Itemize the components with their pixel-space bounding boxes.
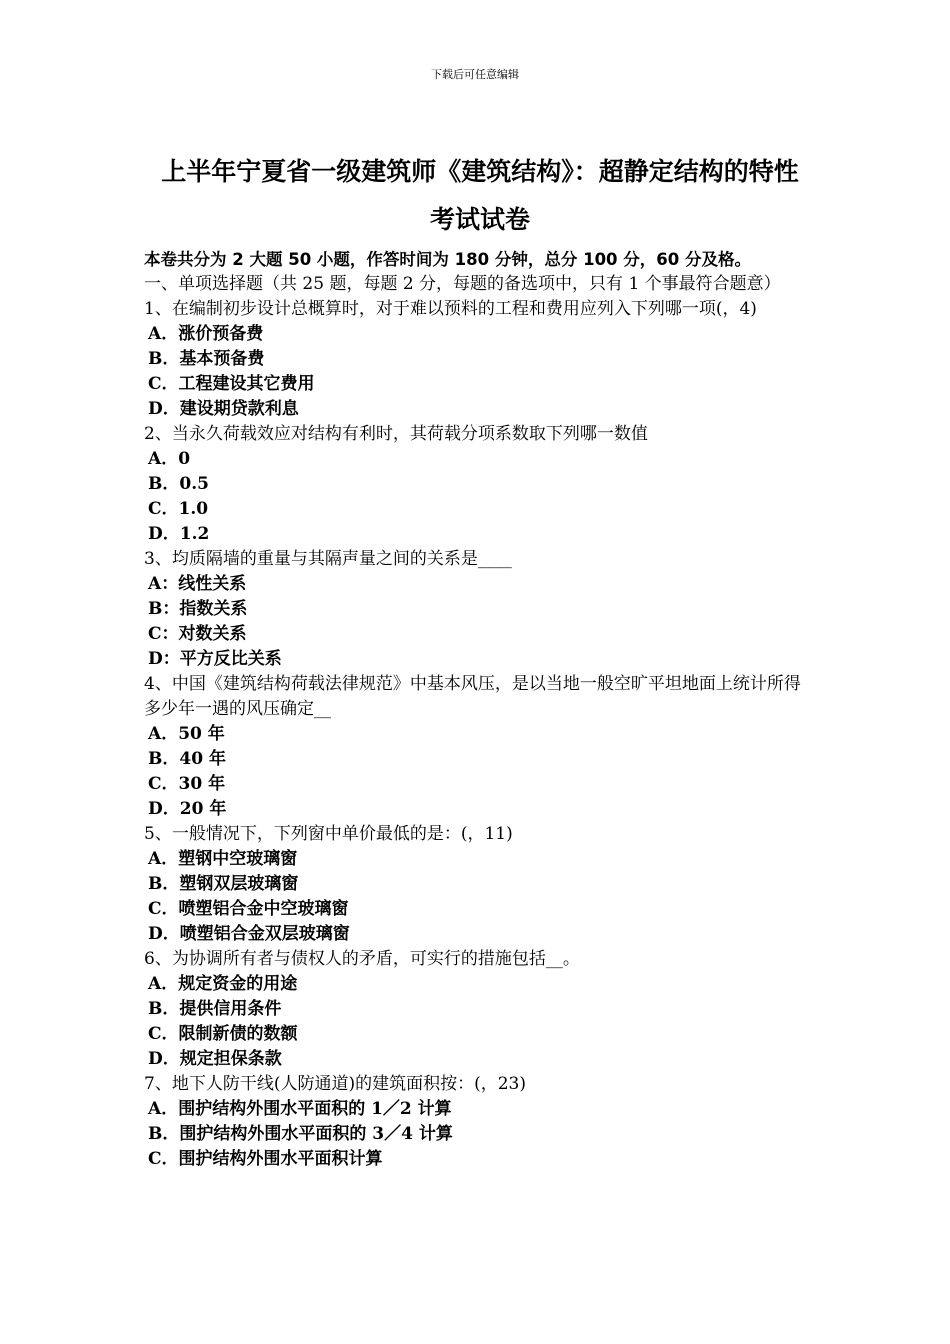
exam-content [144,247,814,1172]
question-text: 2、当永久荷载效应对结构有利时，其荷载分项系数取下列哪一数值 [144,424,648,444]
option-a: A．塑钢中空玻璃窗 [148,849,298,869]
option-d: D．喷塑铝合金双层玻璃窗 [148,924,350,944]
page-header: 下载后可任意编辑 [431,68,519,81]
document-title: 上半年宁夏省一级建筑师《建筑结构》：超静定结构的特性考试试卷 [161,157,799,234]
option-d: D：平方反比关系 [148,649,282,669]
option-c: C．限制新债的数额 [148,1024,298,1044]
question-text: 6、为协调所有者与债权人的矛盾，可实行的措施包括__。 [144,949,580,969]
option-b: B．围护结构外围水平面积的 3／4 计算 [148,1124,453,1144]
question-2 [144,422,814,547]
option-c: C．1.0 [148,499,209,519]
question-1 [144,297,814,422]
option-a: A．规定资金的用途 [148,974,298,994]
option-a: A．围护结构外围水平面积的 1／2 计算 [148,1099,452,1119]
option-d: D．规定担保条款 [148,1049,282,1069]
option-c: C．喷塑铝合金中空玻璃窗 [148,899,349,919]
option-a: A．50 年 [148,724,225,744]
section-heading: 一、单项选择题（共 25 题，每题 2 分，每题的备选项中，只有 1 个事最符合题意） [144,274,781,294]
option-c: C．工程建设其它费用 [148,374,315,394]
option-d: D．建设期贷款利息 [148,399,299,419]
option-b: B．40 年 [148,749,226,769]
option-c: C．围护结构外围水平面积计算 [148,1149,383,1169]
question-6 [144,947,814,1072]
option-b: B．提供信用条件 [148,999,282,1019]
option-d: D．1.2 [148,524,210,544]
option-b: B．0.5 [148,474,209,494]
question-text: 1、在编制初步设计总概算时，对于难以预料的工程和费用应列入下列哪一项(，4) [144,299,757,319]
option-a: A．0 [148,449,191,469]
question-4 [144,672,814,822]
option-a: A：线性关系 [148,574,247,594]
question-text: 5、一般情况下，下列窗中单价最低的是：(，11) [144,824,513,844]
option-b: B．塑钢双层玻璃窗 [148,874,299,894]
question-text: 3、均质隔墙的重量与其隔声量之间的关系是____ [144,549,512,569]
question-text: 7、地下人防干线(人防通道)的建筑面积按：(，23) [144,1074,526,1094]
option-c: C：对数关系 [148,624,247,644]
question-3 [144,547,814,672]
option-a: A．涨价预备费 [148,324,264,344]
option-b: B：指数关系 [148,599,248,619]
option-d: D．20 年 [148,799,227,819]
exam-summary: 本卷共分为 2 大题 50 小题，作答时间为 180 分钟，总分 100 分，60 分及格。 [144,250,751,269]
option-b: B．基本预备费 [148,349,265,369]
question-5 [144,822,814,947]
option-c: C．30 年 [148,774,226,794]
question-text: 4、中国《建筑结构荷载法律规范》中基本风压，是以当地一般空旷平坦地面上统计所得多少年一遇的风压确定__ [144,674,801,719]
question-7 [144,1072,814,1172]
